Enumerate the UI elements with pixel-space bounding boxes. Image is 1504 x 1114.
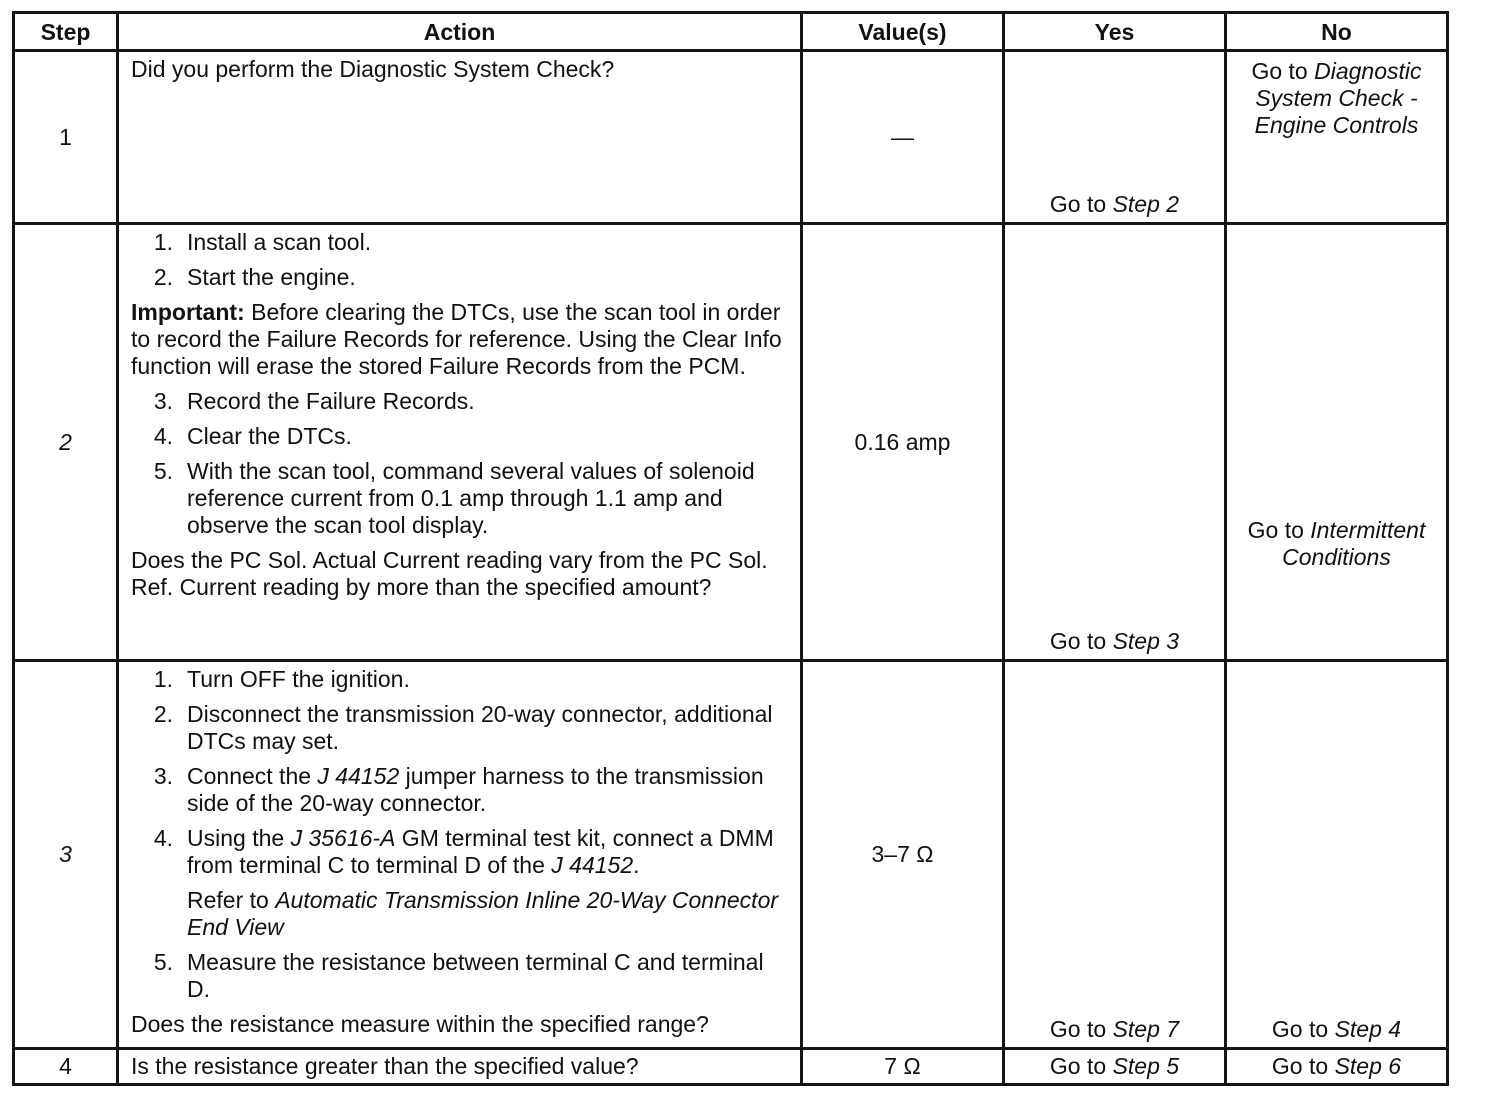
no-cell xyxy=(1226,1049,1448,1085)
table-row xyxy=(14,224,1448,661)
list-item: 1. Turn OFF the ignition. xyxy=(153,666,410,692)
no-step-link[interactable]: Step 6 xyxy=(1334,1053,1402,1079)
no-cell xyxy=(1226,51,1448,224)
yes-step-link[interactable]: Step 3 xyxy=(1112,628,1180,654)
table-row xyxy=(14,51,1448,224)
step-number: 1 xyxy=(14,51,118,224)
question-text: Does the PC Sol. Actual Current reading vary from the PC Sol. Ref. Current reading by more than the specified amount? xyxy=(131,547,768,600)
list-item: 3. Record the Failure Records. xyxy=(153,388,475,414)
no-prefix: Go to xyxy=(1271,1016,1335,1042)
list-item: 5. Measure the resistance between terminal C and terminal D. xyxy=(153,949,764,1002)
tool-ref: J 44152 xyxy=(551,852,634,878)
header-step: Step xyxy=(14,13,118,51)
step-number: 4 xyxy=(14,1049,118,1085)
question-text: Did you perform the Diagnostic System Check? xyxy=(131,56,615,82)
question-text: Is the resistance greater than the specified value? xyxy=(131,1053,639,1079)
yes-cell xyxy=(1004,1049,1226,1085)
header-values: Value(s) xyxy=(802,13,1004,51)
yes-cell xyxy=(1004,224,1226,661)
no-step-link[interactable]: Intermittent Conditions xyxy=(1282,517,1426,570)
value-cell: 0.16 amp xyxy=(802,224,1004,661)
yes-prefix: Go to xyxy=(1049,191,1113,217)
list-item: 2. Start the engine. xyxy=(153,264,356,290)
question-text: Does the resistance measure within the specified range? xyxy=(131,1011,709,1037)
no-prefix: Go to xyxy=(1251,58,1315,84)
list-item: 2. Disconnect the transmission 20-way connector, additional DTCs may set. xyxy=(153,701,773,754)
list-item: 4. Using the J 35616-A GM terminal test kit, connect a DMM from terminal C to terminal D of the J 44152. xyxy=(153,825,774,878)
yes-prefix: Go to xyxy=(1049,1016,1113,1042)
no-cell xyxy=(1226,224,1448,661)
no-step-link[interactable]: Step 4 xyxy=(1334,1016,1402,1042)
value-cell: 3–7 Ω xyxy=(802,661,1004,1049)
action-cell xyxy=(118,661,802,1049)
tool-ref: J 44152 xyxy=(317,763,400,789)
header-yes: Yes xyxy=(1004,13,1226,51)
header-no: No xyxy=(1226,13,1448,51)
no-prefix: Go to xyxy=(1271,1053,1335,1079)
list-item: 1. Install a scan tool. xyxy=(153,229,372,255)
yes-prefix: Go to xyxy=(1049,628,1113,654)
yes-step-link[interactable]: Step 7 xyxy=(1112,1016,1180,1042)
action-cell xyxy=(118,51,802,224)
important-note: Important: Before clearing the DTCs, use the scan tool in order to record the Failure Records for reference. Using the Clear Info function will erase the stored Failure Records from the PCM. xyxy=(131,299,782,379)
list-item: 5. With the scan tool, command several values of solenoid reference current from 0.1 amp through 1.1 amp and observe the scan tool display. xyxy=(153,458,755,538)
refer-note: Refer to Automatic Transmission Inline 20-Way Connector End View xyxy=(187,887,779,940)
yes-step-link[interactable]: Step 5 xyxy=(1112,1053,1180,1079)
list-item: 3. Connect the J 44152 jumper harness to the transmission side of the 20-way connector. xyxy=(153,763,764,816)
value-cell: — xyxy=(802,51,1004,224)
list-item: 4. Clear the DTCs. xyxy=(153,423,352,449)
action-cell xyxy=(118,1049,802,1085)
tool-ref: J 35616-A xyxy=(290,825,396,851)
yes-cell xyxy=(1004,51,1226,224)
yes-prefix: Go to xyxy=(1049,1053,1113,1079)
value-cell: 7 Ω xyxy=(802,1049,1004,1085)
yes-step-link[interactable]: Step 2 xyxy=(1112,191,1180,217)
no-prefix: Go to xyxy=(1247,517,1311,543)
table-row xyxy=(14,661,1448,1049)
step-number: 3 xyxy=(14,661,118,1049)
step-number: 2 xyxy=(14,224,118,661)
table-row xyxy=(14,1049,1448,1085)
no-step-link[interactable]: Diagnostic System Check - Engine Controls xyxy=(1254,58,1422,138)
refer-link[interactable]: Automatic Transmission Inline 20-Way Connector End View xyxy=(187,887,779,940)
no-cell xyxy=(1226,661,1448,1049)
yes-cell xyxy=(1004,661,1226,1049)
header-action: Action xyxy=(118,13,802,51)
action-cell xyxy=(118,224,802,661)
diagnostic-table xyxy=(12,11,1449,1086)
header-row xyxy=(14,13,1448,51)
